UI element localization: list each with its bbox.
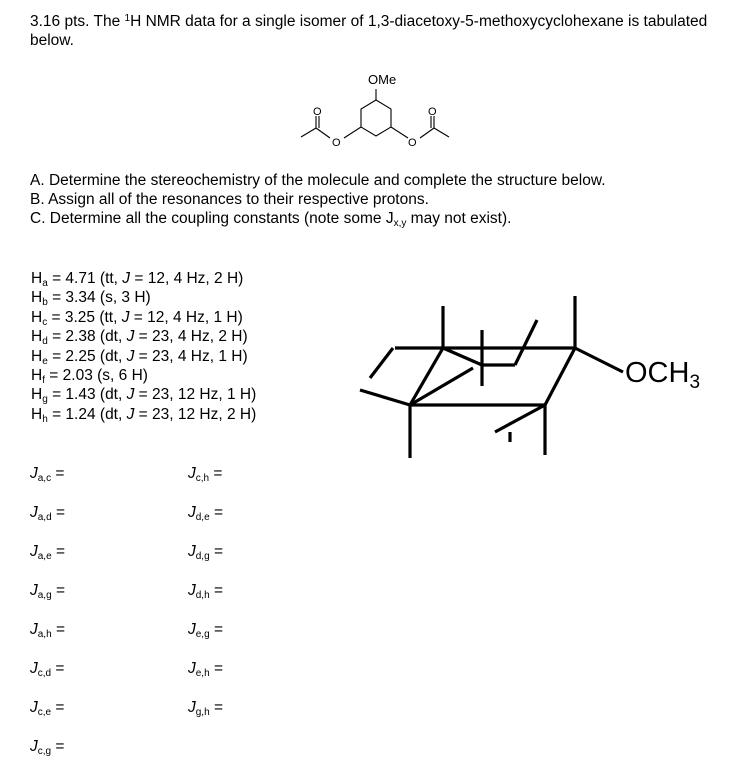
coupling-c-g: $J_{c,g}$ = — [30, 738, 65, 757]
intro-superscript: 1 — [124, 13, 131, 24]
ome-label: OMe — [368, 72, 397, 87]
coupling-c-e: $J_{c,e}$ = — [30, 699, 65, 718]
coupling-e-h: $J_{e,h}$ = — [188, 660, 224, 679]
shift-row-e: $H_e = 2.25$ (dt, J = 23, 4 Hz, 1 H) — [31, 347, 248, 367]
ester-oxygen-left: O — [332, 137, 341, 149]
och3-label: $OCH_3$ — [625, 357, 701, 393]
coupling-a-h: $J_{a,h}$ = — [30, 621, 66, 640]
shift-row-c: $H_c = 3.25$ (tt, J = 12, 4 Hz, 1 H) — [31, 308, 243, 328]
coupling-d-g: $J_{d,g}$ = — [188, 543, 224, 562]
coupling-d-e: $J_{d,e}$ = — [188, 504, 224, 523]
skeletal-structure — [290, 66, 460, 158]
coupling-g-h: $J_{g,h}$ = — [188, 699, 224, 718]
ester-oxygen-right: O — [408, 137, 417, 149]
carbonyl-oxygen-right: O — [428, 106, 437, 118]
coupling-d-h: $J_{d,h}$ = — [188, 582, 224, 601]
question-intro — [30, 12, 720, 50]
intro-text-1: The — [93, 13, 125, 30]
shift-row-a: $H_a = 4.71$ (tt, J = 12, 4 Hz, 2 H) — [31, 270, 244, 289]
coupling-a-g: $J_{a,g}$ = — [30, 582, 66, 601]
part-b: B. Assign all of the resonances to their respective protons. — [30, 191, 429, 208]
part-c-subscript: x,y — [393, 218, 407, 229]
coupling-a-c: $J_{a,c}$ = — [30, 465, 65, 484]
shift-row-f: $H_f = 2.03$ (s, 6 H) — [31, 367, 148, 386]
shift-row-b: $H_b = 3.34$ (s, 3 H) — [31, 289, 151, 309]
coupling-a-e: $J_{a,e}$ = — [30, 543, 66, 562]
carbonyl-oxygen-left: O — [313, 106, 322, 118]
coupling-a-d: $J_{a,d}$ = — [30, 504, 66, 523]
intro-text-2: H NMR data for a single isomer of 1,3-diacetoxy-5-methoxycyclohexane is tabulated below. — [30, 13, 708, 49]
part-a: A. Determine the stereochemistry of the molecule and complete the structure below. — [30, 172, 606, 189]
coupling-c-d: $J_{c,d}$ = — [30, 660, 65, 679]
part-c: C. Determine all the coupling constants (note some $J_{x,y}$ may not exist). — [30, 210, 512, 229]
shift-row-d: $H_d = 2.38$ (dt, J = 23, 4 Hz, 2 H) — [31, 328, 248, 348]
chair-structure — [355, 290, 725, 465]
coupling-e-g: $J_{e,g}$ = — [188, 621, 224, 640]
shift-row-h: $H_h = 1.24$ (dt, J = 23, 12 Hz, 2 H) — [31, 405, 257, 425]
question-number: 3.16 pts. — [30, 13, 90, 30]
shift-row-g: $H_g = 1.43$ (dt, J = 23, 12 Hz, 1 H) — [31, 386, 257, 406]
coupling-c-h: $J_{c,h}$ = — [188, 465, 223, 484]
